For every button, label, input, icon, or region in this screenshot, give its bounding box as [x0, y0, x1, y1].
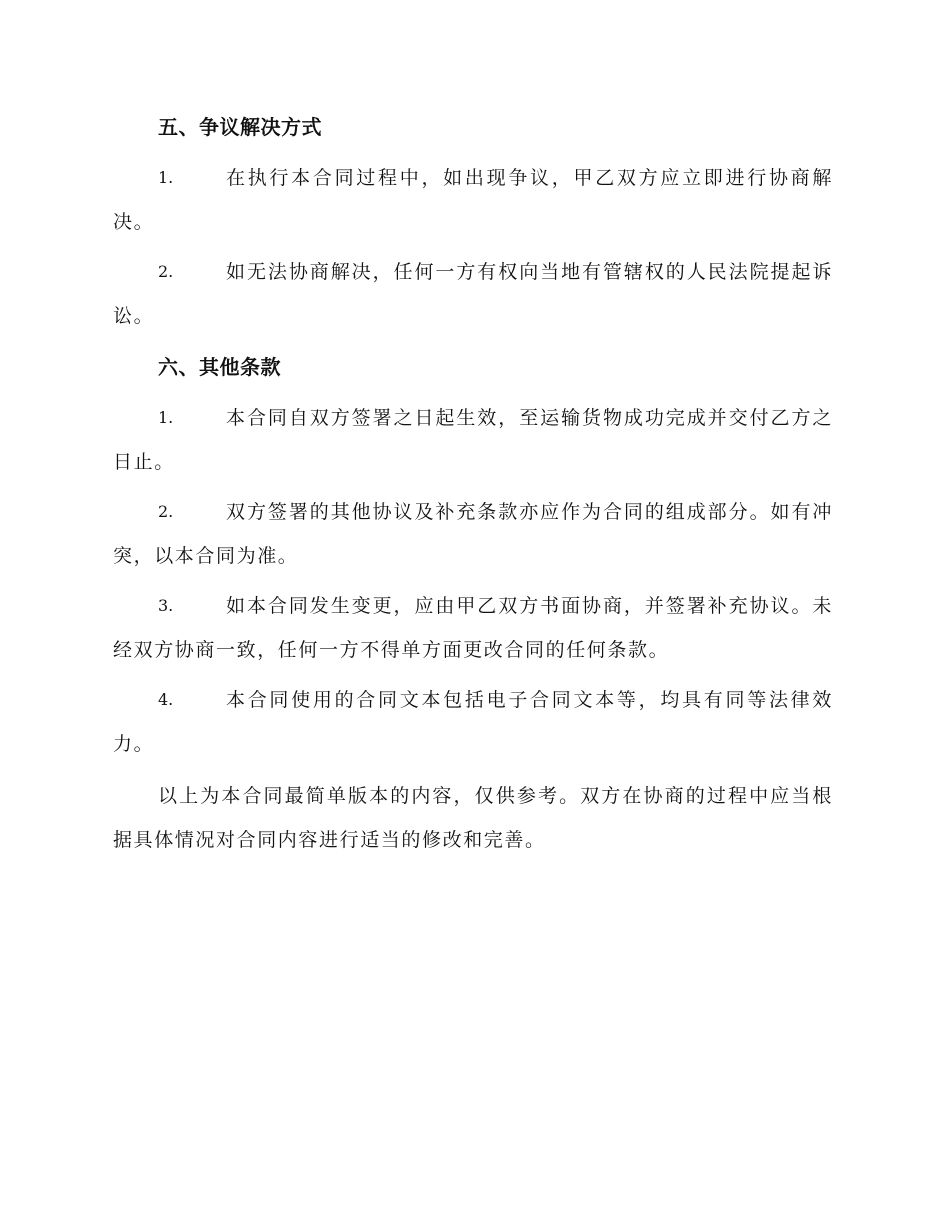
clause-text: 如本合同发生变更，应由甲乙双方书面协商，并签署补充协议。未经双方协商一致，任何一方不得单方面更改合同的任何条款。: [113, 595, 833, 661]
clause-number: 2.: [158, 502, 174, 521]
clause-6-3: [113, 584, 833, 672]
clause-text: 如无法协商解决，任何一方有权向当地有管辖权的人民法院提起诉讼。: [113, 261, 833, 327]
clause-text: 本合同自双方签署之日起生效，至运输货物成功完成并交付乙方之日止。: [113, 407, 833, 473]
clause-6-4: [113, 678, 833, 766]
clause-text: 双方签署的其他协议及补充条款亦应作为合同的组成部分。如有冲突，以本合同为准。: [113, 501, 833, 567]
clause-text: 在执行本合同过程中，如出现争议，甲乙双方应立即进行协商解决。: [113, 167, 833, 233]
closing-paragraph: 以上为本合同最简单版本的内容，仅供参考。双方在协商的过程中应当根据具体情况对合同内容进行适当的修改和完善。: [113, 785, 833, 851]
section-heading-dispute-resolution: 五、争议解决方式: [158, 115, 322, 139]
clause-number: 1.: [158, 408, 174, 427]
clause-text: 本合同使用的合同文本包括电子合同文本等，均具有同等法律效力。: [113, 689, 833, 755]
clause-number: 2.: [158, 262, 174, 281]
clause-number: 1.: [158, 168, 174, 187]
clause-5-1: [113, 156, 833, 244]
clause-number: 3.: [158, 596, 174, 615]
clause-6-2: [113, 490, 833, 578]
clause-6-1: [113, 396, 833, 484]
clause-5-2: [113, 250, 833, 338]
clause-number: 4.: [158, 690, 174, 709]
section-heading-other-terms: 六、其他条款: [158, 355, 281, 379]
